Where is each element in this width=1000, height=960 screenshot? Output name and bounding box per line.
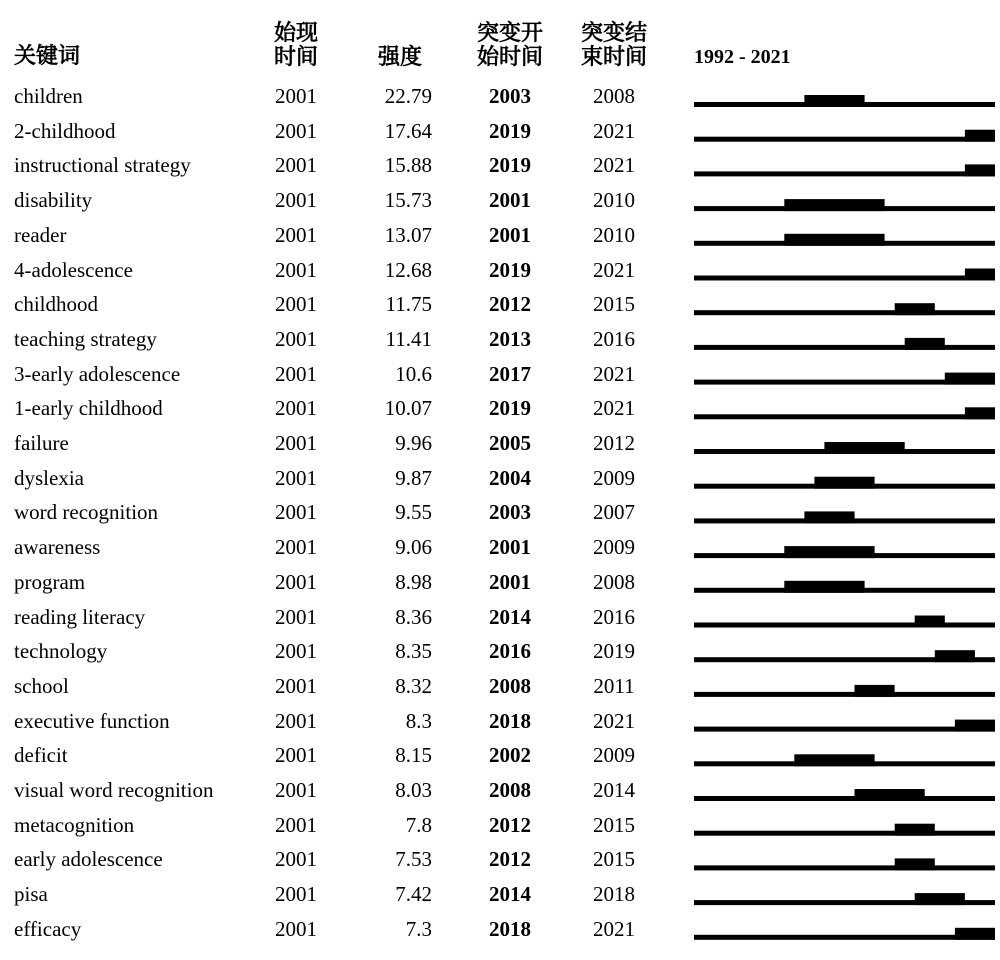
first-appearance-cell: 2001 <box>275 639 317 664</box>
keyword-cell: word recognition <box>14 500 159 525</box>
burst-end-cell: 2021 <box>593 257 635 282</box>
burst-end-cell: 2021 <box>593 916 635 941</box>
timeline-line <box>694 276 995 281</box>
header-burst-end-line2: 束时间 <box>580 45 647 70</box>
first-appearance-cell: 2001 <box>275 396 317 421</box>
burst-end-cell: 2015 <box>593 812 635 837</box>
first-appearance-cell: 2001 <box>275 916 317 941</box>
keyword-cell: reader <box>14 222 67 247</box>
keyword-cell: school <box>14 673 69 698</box>
strength-cell: 7.8 <box>405 812 432 837</box>
burst-end-cell: 2021 <box>593 708 635 733</box>
timeline-line <box>694 935 995 940</box>
keyword-cell: dyslexia <box>14 465 84 490</box>
burst-begin-cell: 2013 <box>489 326 531 351</box>
strength-cell: 7.3 <box>405 916 432 941</box>
burst-end-cell: 2009 <box>593 465 635 490</box>
strength-cell: 11.41 <box>385 326 432 351</box>
keyword-cell: deficit <box>14 743 68 768</box>
first-appearance-cell: 2001 <box>275 604 317 629</box>
burst-begin-cell: 2005 <box>489 431 531 455</box>
burst-bar <box>955 720 995 732</box>
timeline-line <box>694 345 995 350</box>
first-appearance-cell: 2001 <box>275 673 317 698</box>
strength-cell: 7.42 <box>395 882 432 907</box>
burst-begin-cell: 2003 <box>489 500 531 525</box>
burst-end-cell: 2016 <box>593 326 635 351</box>
first-appearance-cell: 2001 <box>275 84 317 108</box>
keyword-cell: 3-early adolescence <box>14 361 181 386</box>
timeline-line <box>694 692 995 697</box>
keyword-cell: 2-childhood <box>14 118 116 143</box>
burst-end-cell: 2008 <box>593 84 635 108</box>
burst-bar <box>784 199 884 211</box>
keyword-cell: metacognition <box>14 812 135 837</box>
burst-bar <box>784 546 874 558</box>
header-first-appearance-line2: 时间 <box>273 45 318 70</box>
burst-begin-cell: 2012 <box>489 847 531 872</box>
keyword-cell: early adolescence <box>14 847 163 872</box>
burst-bar <box>915 893 965 905</box>
burst-end-cell: 2018 <box>593 882 635 907</box>
first-appearance-cell: 2001 <box>275 188 317 213</box>
burst-bar <box>895 824 935 836</box>
burst-end-cell: 2015 <box>593 292 635 317</box>
burst-begin-cell: 2014 <box>489 882 531 907</box>
header-keyword: 关键词 <box>14 44 81 69</box>
timeline-line <box>694 865 995 870</box>
header-burst-begin-line2: 始时间 <box>476 45 543 70</box>
burst-bar <box>965 269 995 281</box>
burst-end-cell: 2009 <box>593 743 635 768</box>
burst-begin-cell: 2008 <box>489 778 531 802</box>
burst-bar <box>855 685 895 697</box>
burst-bar <box>945 373 995 385</box>
first-appearance-cell: 2001 <box>275 465 317 490</box>
first-appearance-cell: 2001 <box>275 431 317 455</box>
burst-begin-cell: 2001 <box>489 569 531 594</box>
burst-begin-cell: 2014 <box>489 604 531 629</box>
keyword-cell: disability <box>14 188 93 213</box>
keyword-cell: pisa <box>14 882 48 907</box>
burst-begin-cell: 2001 <box>489 188 531 213</box>
strength-cell: 9.55 <box>395 500 432 525</box>
burst-begin-cell: 2002 <box>489 743 531 768</box>
burst-end-cell: 2009 <box>593 535 635 560</box>
burst-begin-cell: 2001 <box>489 222 531 247</box>
burst-end-cell: 2015 <box>593 847 635 872</box>
timeline-line <box>694 727 995 732</box>
burst-begin-cell: 2012 <box>489 812 531 837</box>
keyword-cell: awareness <box>14 535 101 560</box>
burst-begin-cell: 2018 <box>489 916 531 941</box>
timeline-line <box>694 171 995 176</box>
burst-begin-cell: 2019 <box>489 396 531 421</box>
burst-bar <box>965 164 995 176</box>
strength-cell: 17.64 <box>384 118 432 143</box>
burst-end-cell: 2021 <box>593 118 635 143</box>
burst-begin-cell: 2019 <box>489 257 531 282</box>
burst-begin-cell: 2019 <box>489 153 531 178</box>
burst-begin-cell: 2008 <box>489 673 531 698</box>
first-appearance-cell: 2001 <box>275 535 317 560</box>
burst-begin-cell: 2004 <box>489 465 531 490</box>
burst-begin-cell: 2012 <box>489 292 531 317</box>
first-appearance-cell: 2001 <box>275 743 317 768</box>
strength-cell: 11.75 <box>385 292 432 317</box>
strength-cell: 8.15 <box>395 743 432 768</box>
first-appearance-cell: 2001 <box>275 118 317 143</box>
first-appearance-cell: 2001 <box>275 326 317 351</box>
keyword-cell: 1-early childhood <box>14 396 163 421</box>
burst-bar <box>855 789 925 801</box>
first-appearance-cell: 2001 <box>275 778 317 802</box>
burst-begin-cell: 2018 <box>489 708 531 733</box>
strength-cell: 10.6 <box>395 361 432 386</box>
first-appearance-cell: 2001 <box>275 569 317 594</box>
first-appearance-cell: 2001 <box>275 292 317 317</box>
first-appearance-cell: 2001 <box>275 708 317 733</box>
keyword-cell: executive function <box>14 708 170 733</box>
timeline-line <box>694 831 995 836</box>
strength-cell: 8.3 <box>405 708 432 733</box>
strength-cell: 12.68 <box>384 257 432 282</box>
burst-begin-cell: 2016 <box>489 639 531 664</box>
keyword-cell: teaching strategy <box>14 326 157 351</box>
timeline-line <box>694 796 995 801</box>
burst-bar <box>804 511 854 523</box>
first-appearance-cell: 2001 <box>275 882 317 907</box>
first-appearance-cell: 2001 <box>275 222 317 247</box>
burst-end-cell: 2021 <box>593 153 635 178</box>
burst-bar <box>824 442 904 454</box>
burst-bar <box>814 477 874 489</box>
timeline-line <box>694 623 995 628</box>
burst-begin-cell: 2003 <box>489 84 531 108</box>
keyword-cell: program <box>14 569 86 594</box>
header-strength: 强度 <box>377 45 422 70</box>
strength-cell: 8.98 <box>395 569 432 594</box>
burst-bar <box>895 858 935 870</box>
burst-end-cell: 2008 <box>593 569 635 594</box>
first-appearance-cell: 2001 <box>275 361 317 386</box>
burst-end-cell: 2021 <box>593 361 635 386</box>
burst-bar <box>895 303 935 315</box>
strength-cell: 9.06 <box>395 535 432 560</box>
burst-begin-cell: 2001 <box>489 535 531 560</box>
strength-cell: 7.53 <box>395 847 432 872</box>
keyword-cell: efficacy <box>14 916 82 941</box>
first-appearance-cell: 2001 <box>275 153 317 178</box>
first-appearance-cell: 2001 <box>275 257 317 282</box>
burst-end-cell: 2010 <box>593 188 635 213</box>
keyword-cell: children <box>14 84 83 108</box>
burst-bar <box>784 234 884 246</box>
burst-begin-cell: 2017 <box>489 361 531 386</box>
strength-cell: 15.88 <box>384 153 432 178</box>
burst-end-cell: 2021 <box>593 396 635 421</box>
keyword-cell: technology <box>14 639 108 664</box>
burst-bar <box>965 130 995 142</box>
strength-cell: 8.32 <box>395 673 432 698</box>
burst-bar <box>784 581 864 593</box>
keyword-cell: 4-adolescence <box>14 257 133 282</box>
header-year-range: 1992 - 2021 <box>694 46 791 68</box>
timeline-line <box>694 137 995 142</box>
keyword-cell: reading literacy <box>14 604 146 629</box>
keyword-cell: visual word recognition <box>14 778 214 802</box>
strength-cell: 9.87 <box>395 465 432 490</box>
strength-cell: 15.73 <box>384 188 432 213</box>
timeline-line <box>694 414 995 419</box>
header-burst-begin-line1: 突变开 <box>476 21 543 46</box>
strength-cell: 8.36 <box>395 604 432 629</box>
burst-bar <box>915 616 945 628</box>
header-first-appearance-line1: 始现 <box>273 21 318 46</box>
first-appearance-cell: 2001 <box>275 847 317 872</box>
timeline-line <box>694 310 995 315</box>
burst-end-cell: 2012 <box>593 431 635 455</box>
first-appearance-cell: 2001 <box>275 500 317 525</box>
burst-bar <box>935 650 975 662</box>
keyword-cell: instructional strategy <box>14 153 191 178</box>
burst-end-cell: 2011 <box>593 673 635 698</box>
burst-bar <box>804 95 864 107</box>
burst-end-cell: 2014 <box>593 778 635 802</box>
strength-cell: 10.07 <box>384 396 432 421</box>
keyword-cell: failure <box>14 431 69 455</box>
burst-begin-cell: 2019 <box>489 118 531 143</box>
strength-cell: 8.03 <box>395 778 432 802</box>
burst-bar <box>794 754 874 766</box>
burst-bar <box>965 407 995 419</box>
first-appearance-cell: 2001 <box>275 812 317 837</box>
keyword-cell: childhood <box>14 292 98 317</box>
burst-end-cell: 2019 <box>593 639 635 664</box>
strength-cell: 13.07 <box>384 222 432 247</box>
header-burst-end-line1: 突变结 <box>580 21 647 46</box>
burst-bar <box>905 338 945 350</box>
burst-bar <box>955 928 995 940</box>
strength-cell: 9.96 <box>395 431 432 455</box>
burst-end-cell: 2016 <box>593 604 635 629</box>
burst-end-cell: 2007 <box>593 500 635 525</box>
burst-end-cell: 2010 <box>593 222 635 247</box>
strength-cell: 8.35 <box>395 639 432 664</box>
strength-cell: 22.79 <box>384 84 432 108</box>
